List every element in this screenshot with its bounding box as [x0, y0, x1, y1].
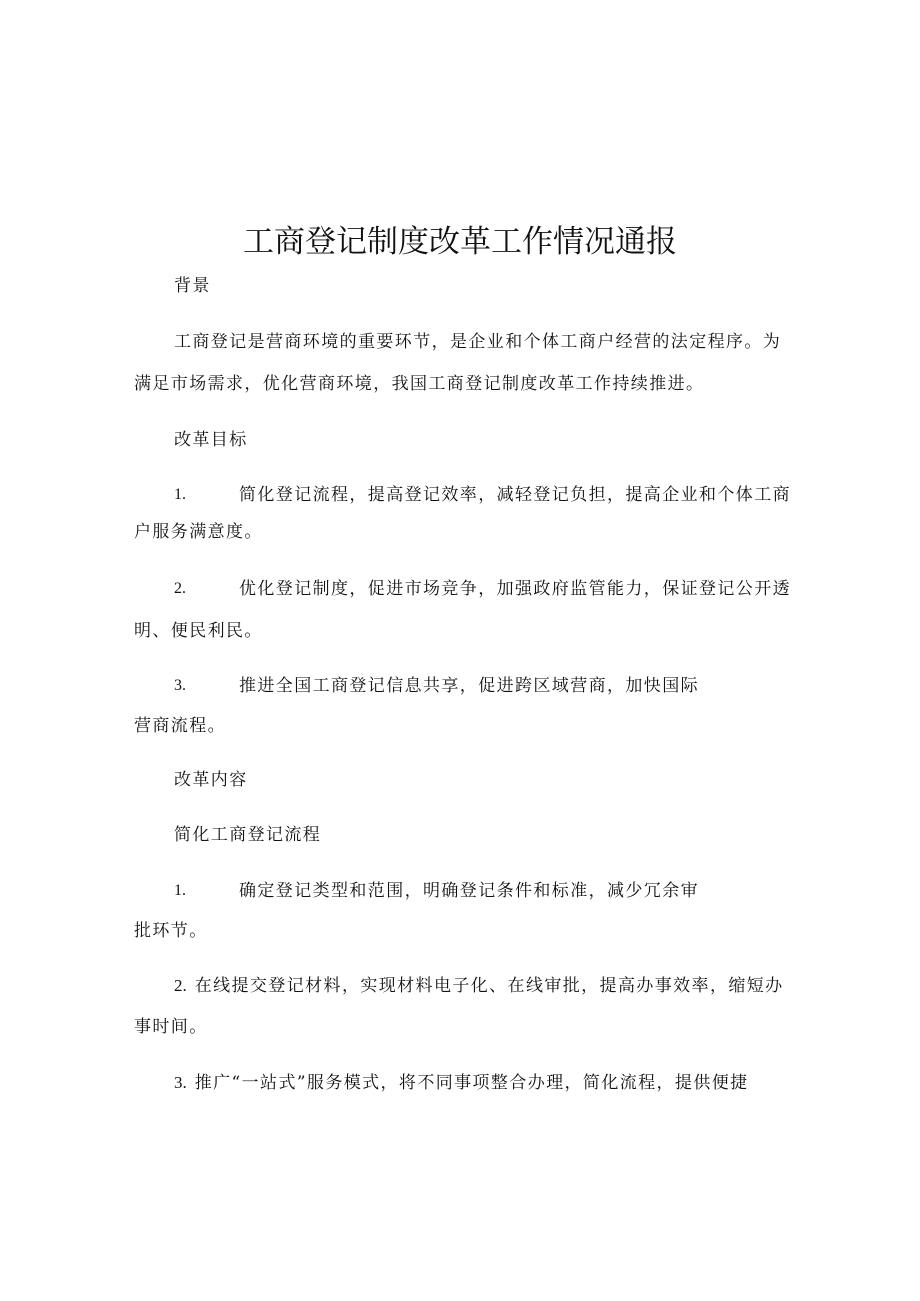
- content-item-number: 2.: [174, 976, 187, 995]
- content-item-text-cont: 事时间。: [134, 1017, 208, 1037]
- goal-item-text-cont: 营商流程。: [134, 716, 226, 736]
- content-item: [174, 1073, 749, 1093]
- content-item-number: 1.: [174, 882, 186, 899]
- goal-item-text: 优化登记制度，促进市场竞争，加强政府监管能力，保证登记公开透: [239, 579, 791, 599]
- goal-item-text-cont: 户服务满意度。: [134, 522, 263, 542]
- goal-item-number: 2.: [174, 580, 186, 597]
- goal-item-number: 1.: [174, 486, 186, 503]
- goal-item-text-cont: 明、便民利民。: [134, 621, 263, 641]
- background-paragraph-line-1: 工商登记是营商环境的重要环节，是企业和个体工商户经营的法定程序。为: [174, 332, 782, 352]
- content-item-text: 确定登记类型和范围，明确登记条件和标准，减少冗余审: [239, 881, 699, 901]
- subsection-heading: 简化工商登记流程: [174, 825, 322, 845]
- content-item-text: 在线提交登记材料，实现材料电子化、在线审批，提高办事效率，缩短办: [194, 976, 784, 996]
- content-item-text: 推广“一站式”服务模式，将不同事项整合办理，简化流程，提供便捷: [194, 1073, 749, 1093]
- background-paragraph-line-2: 满足市场需求，优化营商环境，我国工商登记制度改革工作持续推进。: [134, 374, 705, 394]
- goal-item-text: 简化登记流程，提高登记效率，减轻登记负担，提高企业和个体工商: [239, 485, 791, 505]
- section-heading-goals: 改革目标: [174, 430, 248, 450]
- goal-item-number: 3.: [174, 677, 186, 694]
- section-heading-background: 背景: [174, 276, 211, 296]
- content-item-text-cont: 批环节。: [134, 921, 208, 941]
- document-title: 工商登记制度改革工作情况通报: [243, 224, 677, 260]
- section-heading-content: 改革内容: [174, 770, 248, 790]
- content-item-number: 3.: [174, 1073, 187, 1092]
- goal-item-text: 推进全国工商登记信息共享，促进跨区域营商，加快国际: [239, 676, 699, 696]
- content-item: [174, 976, 784, 996]
